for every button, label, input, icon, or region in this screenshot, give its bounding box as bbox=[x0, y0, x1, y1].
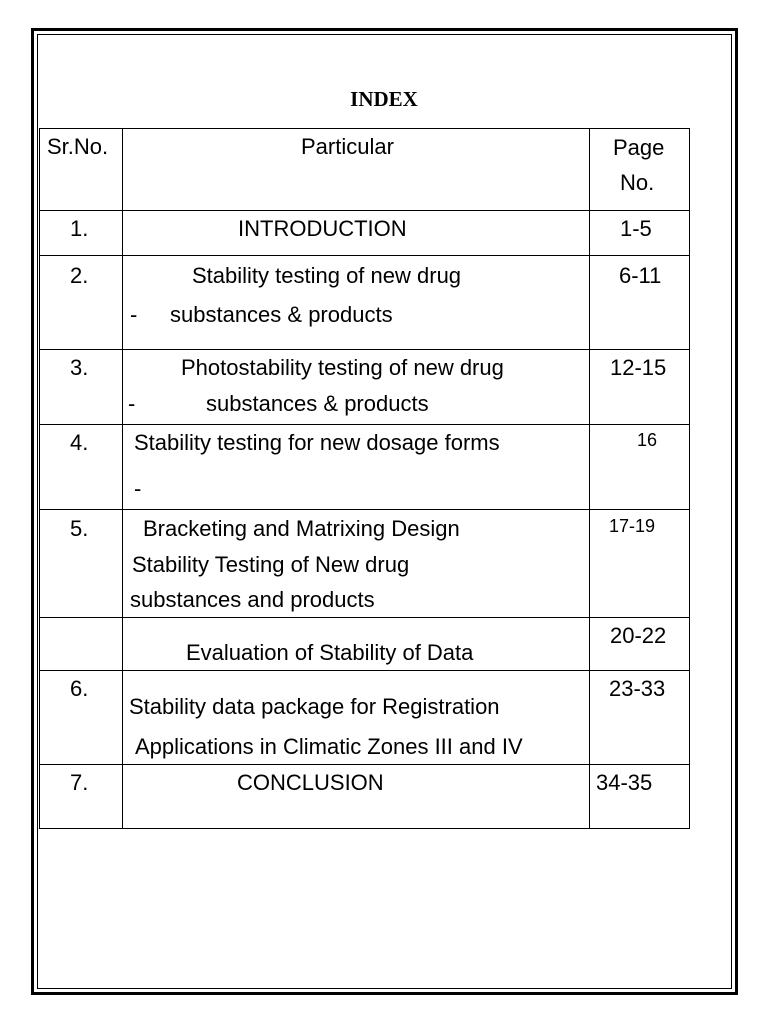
table-line-h-4 bbox=[39, 424, 690, 425]
table-line-h-5 bbox=[39, 509, 690, 510]
row-6-particular: Evaluation of Stability of Data bbox=[186, 640, 474, 665]
table-line-h-7 bbox=[39, 670, 690, 671]
row-1-page: 1-5 bbox=[620, 216, 652, 241]
row-8-sr: 7. bbox=[70, 770, 89, 795]
row-2-particular-line2: substances & products bbox=[170, 302, 393, 327]
table-line-v-right bbox=[689, 128, 690, 829]
row-4-particular-line1: Stability testing for new dosage forms bbox=[134, 430, 500, 455]
row-4-dash: - bbox=[134, 476, 142, 501]
row-2-sr: 2. bbox=[70, 263, 89, 288]
row-5-sr: 5. bbox=[70, 516, 89, 541]
page-title: INDEX bbox=[350, 87, 418, 111]
row-3-particular-line2: substances & products bbox=[206, 391, 429, 416]
row-8-particular: CONCLUSION bbox=[237, 770, 384, 795]
header-page-line2: No. bbox=[620, 170, 655, 195]
table-line-v-page bbox=[589, 128, 590, 829]
row-3-sr: 3. bbox=[70, 355, 89, 380]
row-5-particular-line2: Stability Testing of New drug bbox=[132, 552, 410, 577]
row-2-dash: - bbox=[130, 302, 138, 327]
table-line-h-8 bbox=[39, 764, 690, 765]
row-7-particular-line1: Stability data package for Registration bbox=[129, 694, 500, 719]
row-5-particular-line3: substances and products bbox=[130, 587, 375, 612]
header-sr: Sr.No. bbox=[47, 134, 109, 159]
row-5-particular-line1: Bracketing and Matrixing Design bbox=[143, 516, 460, 541]
row-3-particular-line1: Photostability testing of new drug bbox=[181, 355, 504, 380]
row-4-sr: 4. bbox=[70, 430, 89, 455]
row-1-sr: 1. bbox=[70, 216, 89, 241]
table-line-h-3 bbox=[39, 349, 690, 350]
row-5-page: 17-19 bbox=[609, 516, 656, 536]
table-line-h-2 bbox=[39, 255, 690, 256]
table-line-h-top bbox=[39, 128, 690, 129]
row-3-dash: - bbox=[128, 391, 136, 416]
table-line-v-left bbox=[39, 128, 40, 829]
header-page-line1: Page bbox=[613, 135, 665, 160]
row-7-particular-line2: Applications in Climatic Zones III and IV bbox=[135, 734, 523, 759]
table-line-h-1 bbox=[39, 210, 690, 211]
row-7-sr: 6. bbox=[70, 676, 89, 701]
row-1-particular: INTRODUCTION bbox=[238, 216, 407, 241]
header-particular: Particular bbox=[301, 134, 394, 159]
table-line-v-sr bbox=[122, 128, 123, 829]
row-2-page: 6-11 bbox=[619, 263, 662, 288]
row-2-particular-line1: Stability testing of new drug bbox=[192, 263, 462, 288]
table-line-h-bottom bbox=[39, 828, 690, 829]
table-line-h-6 bbox=[39, 617, 690, 618]
row-3-page: 12-15 bbox=[610, 355, 667, 380]
row-8-page: 34-35 bbox=[596, 770, 653, 795]
row-7-page: 23-33 bbox=[609, 676, 666, 701]
row-6-page: 20-22 bbox=[610, 623, 667, 648]
row-4-page: 16 bbox=[637, 430, 658, 450]
